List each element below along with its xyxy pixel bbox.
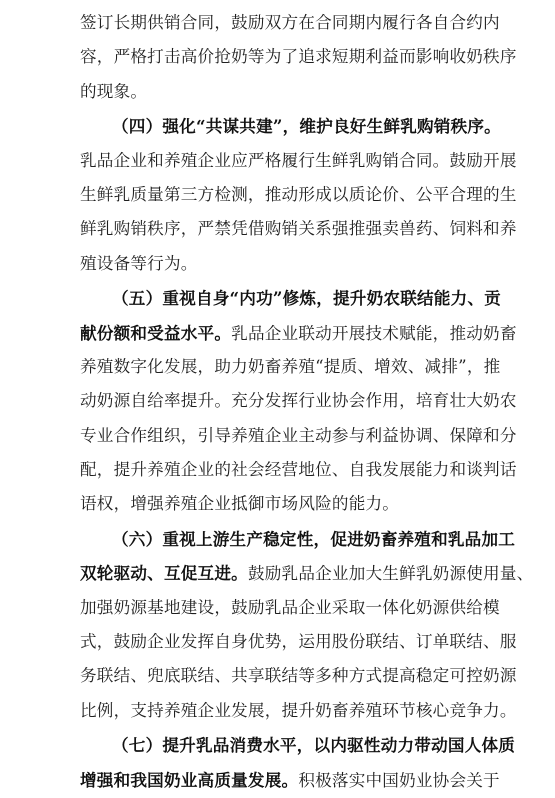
section-heading: 双轮驱动、互促互进。 (80, 563, 248, 584)
body-text: 容，严格打击高价抢奶等为了追求短期利益而影响收奶秩序 (80, 47, 517, 67)
section-heading: 献份额和受益水平。 (80, 322, 232, 343)
text-line (0, 350, 555, 384)
section-heading: 增强和我国奶业高质量发展。 (80, 769, 299, 790)
body-text: 鼓励乳品企业加大生鲜乳奶源使用量、 (247, 564, 534, 584)
body-text: 务联结、兜底联结、共享联结等多种方式提高稳定可控奶源 (80, 666, 517, 686)
paragraph (0, 6, 555, 109)
text-line (0, 591, 555, 625)
text-line (0, 384, 555, 418)
paragraph (0, 522, 555, 728)
text-line (0, 522, 555, 556)
text-line (0, 728, 555, 762)
body-text: 加强奶源基地建设，鼓励乳品企业采取一体化奶源供给模 (80, 597, 500, 617)
body-text: 殖设备等行为。 (80, 253, 198, 273)
text-line (0, 144, 555, 178)
body-text: 式，鼓励企业发挥自身优势，运用股份联结、订单联结、服 (80, 632, 517, 652)
text-line (0, 281, 555, 315)
body-text: 动奶源自给率提升。充分发挥行业协会作用，培育壮大奶农 (80, 391, 517, 411)
section-heading: （四）强化“共谋共建”，维护良好生鲜乳购销秩序。 (112, 116, 501, 137)
body-text: 积极落实中国奶业协会关于 (298, 770, 500, 790)
body-text: 专业合作组织，引导养殖企业主动参与利益协调、保障和分 (80, 425, 517, 445)
body-text: 养殖数字化发展，助力奶畜养殖“提质、增效、减排”，推 (80, 356, 501, 376)
body-text: 签订长期供销合同，鼓励双方在合同期内履行各自合约内 (80, 13, 500, 32)
section-heading: （七）提升乳品消费水平，以内驱性动力带动国人体质 (112, 735, 516, 756)
text-line (0, 40, 555, 74)
paragraph (0, 281, 555, 522)
text-line (0, 763, 555, 797)
paragraph (0, 109, 555, 281)
body-text: 乳品企业联动开展技术赋能，推动奶畜 (231, 323, 517, 343)
body-text: 生鲜乳质量第三方检测，推动形成以质论价、公平合理的生 (80, 184, 517, 204)
text-line (0, 247, 555, 281)
paragraph (0, 728, 555, 797)
text-line (0, 419, 555, 453)
text-line (0, 556, 555, 590)
text-line (0, 75, 555, 109)
body-text: 的现象。 (80, 81, 148, 101)
text-line (0, 659, 555, 693)
body-text: 鲜乳购销秩序，严禁凭借购销关系强推强卖兽药、饲料和养 (80, 219, 517, 239)
text-line (0, 212, 555, 246)
body-text: 比例，支持养殖企业发展，提升奶畜养殖环节核心竞争力。 (80, 700, 517, 720)
section-heading: （五）重视自身“内功”修炼，提升奶农联结能力、贡 (112, 288, 501, 309)
text-line (0, 109, 555, 143)
text-line (0, 178, 555, 212)
text-line (0, 487, 555, 521)
text-line (0, 625, 555, 659)
text-line (0, 6, 555, 40)
text-line (0, 316, 555, 350)
section-heading: （六）重视上游生产稳定性，促进奶畜养殖和乳品加工 (112, 528, 516, 549)
body-text: 配，提升养殖企业的社会经营地位、自我发展能力和谈判话 (80, 460, 517, 480)
body-text: 乳品企业和养殖企业应严格履行生鲜乳购销合同。鼓励开展 (80, 150, 517, 170)
text-line (0, 453, 555, 487)
body-text: 语权，增强养殖企业抵御市场风险的能力。 (80, 494, 400, 514)
text-line (0, 694, 555, 728)
